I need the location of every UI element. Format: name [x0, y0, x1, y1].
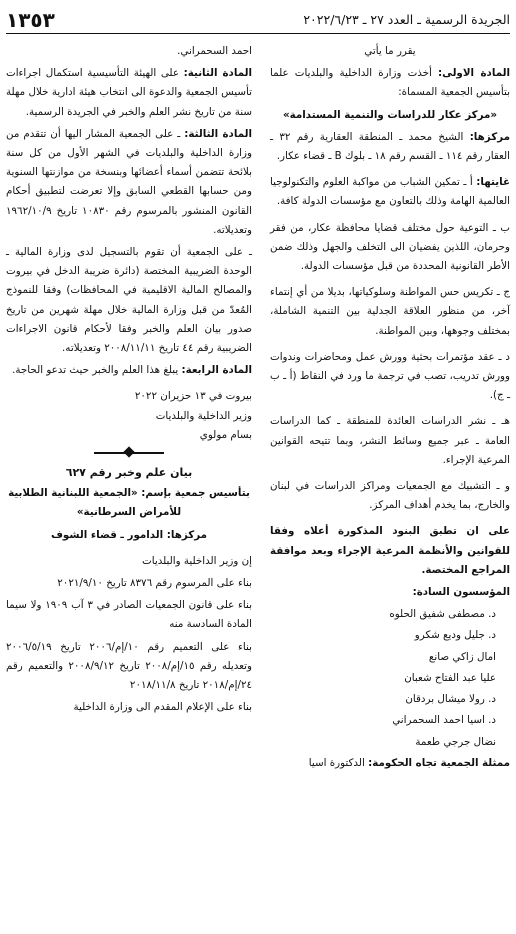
representative-text: الدكتورة اسيا [308, 756, 369, 769]
article-2-label: المادة الثانية: [183, 67, 252, 80]
article-4-label: المادة الرابعة: [181, 364, 252, 377]
goal-d: د ـ عقد مؤتمرات بحثية وورش عمل ومحاضرات وندوات وورش تدريب، تصب في ترجمة ما ورد في النقاط (أ ـ ب ـ ج). [270, 350, 510, 402]
legal-basis-4: بناء على الإعلام المقدم الى وزارة الداخلية [73, 701, 252, 714]
goal-c: ج ـ تكريس حس المواطنة وسلوكياتها، بديلا من أي إنتماء آخر، من منظور العلاقة الجدلية بين التنمية الشاملة، بمختلف وجوهها، وبين المواطنة. [270, 286, 510, 337]
article-3 [6, 125, 252, 240]
header-rule [6, 33, 510, 34]
founders-list [270, 605, 510, 751]
article-4-text: يبلغ هذا العلم والخبر حيث تدعو الحاجة. [12, 364, 182, 377]
founder-item: د. رولا ميشال بردقان [405, 693, 496, 706]
founder-item: امال زاكي صانع [428, 650, 496, 663]
goal-a-text: أ ـ تمكين الشباب من مواكبة العلوم والتكنولوجيا العالمية الهامة وذلك بالتعاون مع مؤسسات الدولة كافة. [270, 176, 510, 208]
date-line: بيروت في ١٣ حزيران ٢٠٢٢ [134, 390, 252, 403]
announcement-subject: بتأسيس جمعية بإسم: «الجمعية اللبنانية الطلابية للأمراض السرطانية» [8, 487, 250, 519]
article-1 [270, 64, 510, 102]
goal-a [270, 173, 510, 211]
article-3-text: ـ على الجمعية المشار اليها أن تتقدم من وزارة الداخلية والبلديات في الشهر الأول من كل سنة بلائحة تتضمن أسماء أعضائها وبنسخة من موازنتها السنوية ومن حسابها القطعي السابق وإلا تعرضت لتطبيق أحكام القانون المنشور بالمرسوم رقم ١٠٨٣٠ تاريخ ١٩٦٢/١٠/٩ وتعديلاته. [6, 127, 252, 236]
association-name: «مركز عكار للدراسات والتنمية المستدامة» [282, 108, 498, 121]
signer-title: وزير الداخلية والبلديات [155, 409, 252, 422]
page-header [6, 8, 510, 34]
founder-item: عليا عبد الفتاح شعبان [404, 671, 496, 684]
founder-item: د. مصطفى شفيق الحلوه [389, 608, 496, 621]
founder-item: د. اسيا احمد السحمراني [392, 714, 496, 727]
article-2-text: على الهيئة التأسيسية استكمال اجراءات تأسيس الجمعية والدعوة الى انتخاب هيئة ادارية خلال مهلة سنة من تاريخ نشر العلم والخبر في الجريدة الرسمية. [6, 67, 252, 118]
left-column [6, 42, 252, 721]
gazette-issue-title: الجريدة الرسمية ـ العدد ٢٧ ـ ٢٠٢٢/٦/٢٣ [303, 12, 510, 27]
minister-line: إن وزير الداخلية والبلديات [142, 554, 252, 567]
article-3-tax: ـ على الجمعية أن تقوم بالتسجيل لدى وزارة المالية ـ الوحدة الضريبية المختصة (دائرة ضريبة الدخل في بيروت والمصالح المالية الاقليمية في المحافظات) وفقا للنموذج المُعدّ من قبل وزارة المالية خلال مهلة شهرين من تاريخ صدور بيان العلم والخبر وفقا لأحكام قانون الاجراءات الضريبية رقم ٤٤ تاريخ ٢٠٠٨/١١/١١ وتعديلاته. [6, 246, 252, 355]
goal-e: هـ ـ نشر الدراسات العائدة للمنطقة ـ كما الدراسات العامة ـ عبر جميع وسائط النشر، وبما تتيحه القوانين المرعية الإجراء. [270, 415, 510, 466]
legal-basis-1: بناء على المرسوم رقم ٨٣٧٦ تاريخ ٢٠٢١/٩/١٠ [57, 577, 252, 590]
founder-item: نضال جرجي طعمة [415, 735, 496, 748]
announcement-headquarters: مركزها: الدامور ـ قضاء الشوف [50, 528, 208, 541]
announcement-title: بيان علم وخبر رقم ٦٢٧ [65, 466, 193, 480]
article-3-label: المادة الثالثة: [184, 127, 252, 140]
goals-label: غايتها: [476, 176, 510, 189]
headquarters-text: الشيخ محمد ـ المنطقة العقارية رقم ٣٢ ـ العقار رقم ١١٤ ـ القسم رقم ١٨ ـ بلوك B ـ قضاء عكار. [270, 130, 510, 163]
article-1-text: أخذت وزارة الداخلية والبلديات علما بتأسيس الجمعية المسماة: [270, 67, 510, 99]
legal-basis-2: بناء على قانون الجمعيات الصادر في ٣ آب ١٩٠٩ ولا سيما المادة السادسة منه [6, 599, 252, 631]
headquarters-label: مركزها: [469, 130, 510, 143]
government-representative [270, 754, 510, 773]
representative-label: ممثلة الجمعية تجاه الحكومة: [368, 756, 510, 769]
founders-label: المؤسسون السادة: [412, 586, 510, 599]
right-column [270, 42, 510, 776]
section-divider [6, 447, 252, 459]
legal-basis-3: بناء على التعميم رقم ١٠/إم/٢٠٠٦ تاريخ ٢٠٠٦/٥/١٩ وتعديله رقم ١٥/إم/٢٠٠٨ تاريخ ٢٠٠٨/٩/١٢ والتعميم رقم ٢٤/إم/٢٠١٨ تاريخ ٢٠١٨/١١/٨ [6, 640, 252, 692]
article-1-label: المادة الاولى: [438, 67, 510, 80]
conditions-paragraph: على ان تطبق البنود المذكورة أعلاه وفقا للقوانين والأنظمة المرعية الإجراء وبعد موافقة المراجع المختصة. [270, 525, 510, 576]
signature-block [6, 387, 252, 445]
founder-item: د. جليل وديع شكرو [414, 629, 496, 642]
decision-intro: يقرر ما يأتي [364, 45, 416, 57]
article-4 [6, 361, 252, 380]
signer-name: بسام مولوي [199, 428, 252, 441]
representative-continued: احمد السحمراني. [177, 45, 252, 57]
page-number: ١٣٥٣ [6, 8, 55, 32]
article-2 [6, 64, 252, 122]
goal-f: و ـ التشبيك مع الجمعيات ومراكز الدراسات في لبنان والخارج، بما يخدم أهداف المركز. [270, 480, 510, 512]
headquarters [270, 128, 510, 166]
goal-b: ب ـ التوعية حول مختلف قضايا محافظة عكار، من فقر وحرمان، اللذين يفضيان الى التخلف والجهل وذلك ضمن الأطر القانونية المحددة من قبل مؤسسات الدولة. [270, 221, 510, 273]
